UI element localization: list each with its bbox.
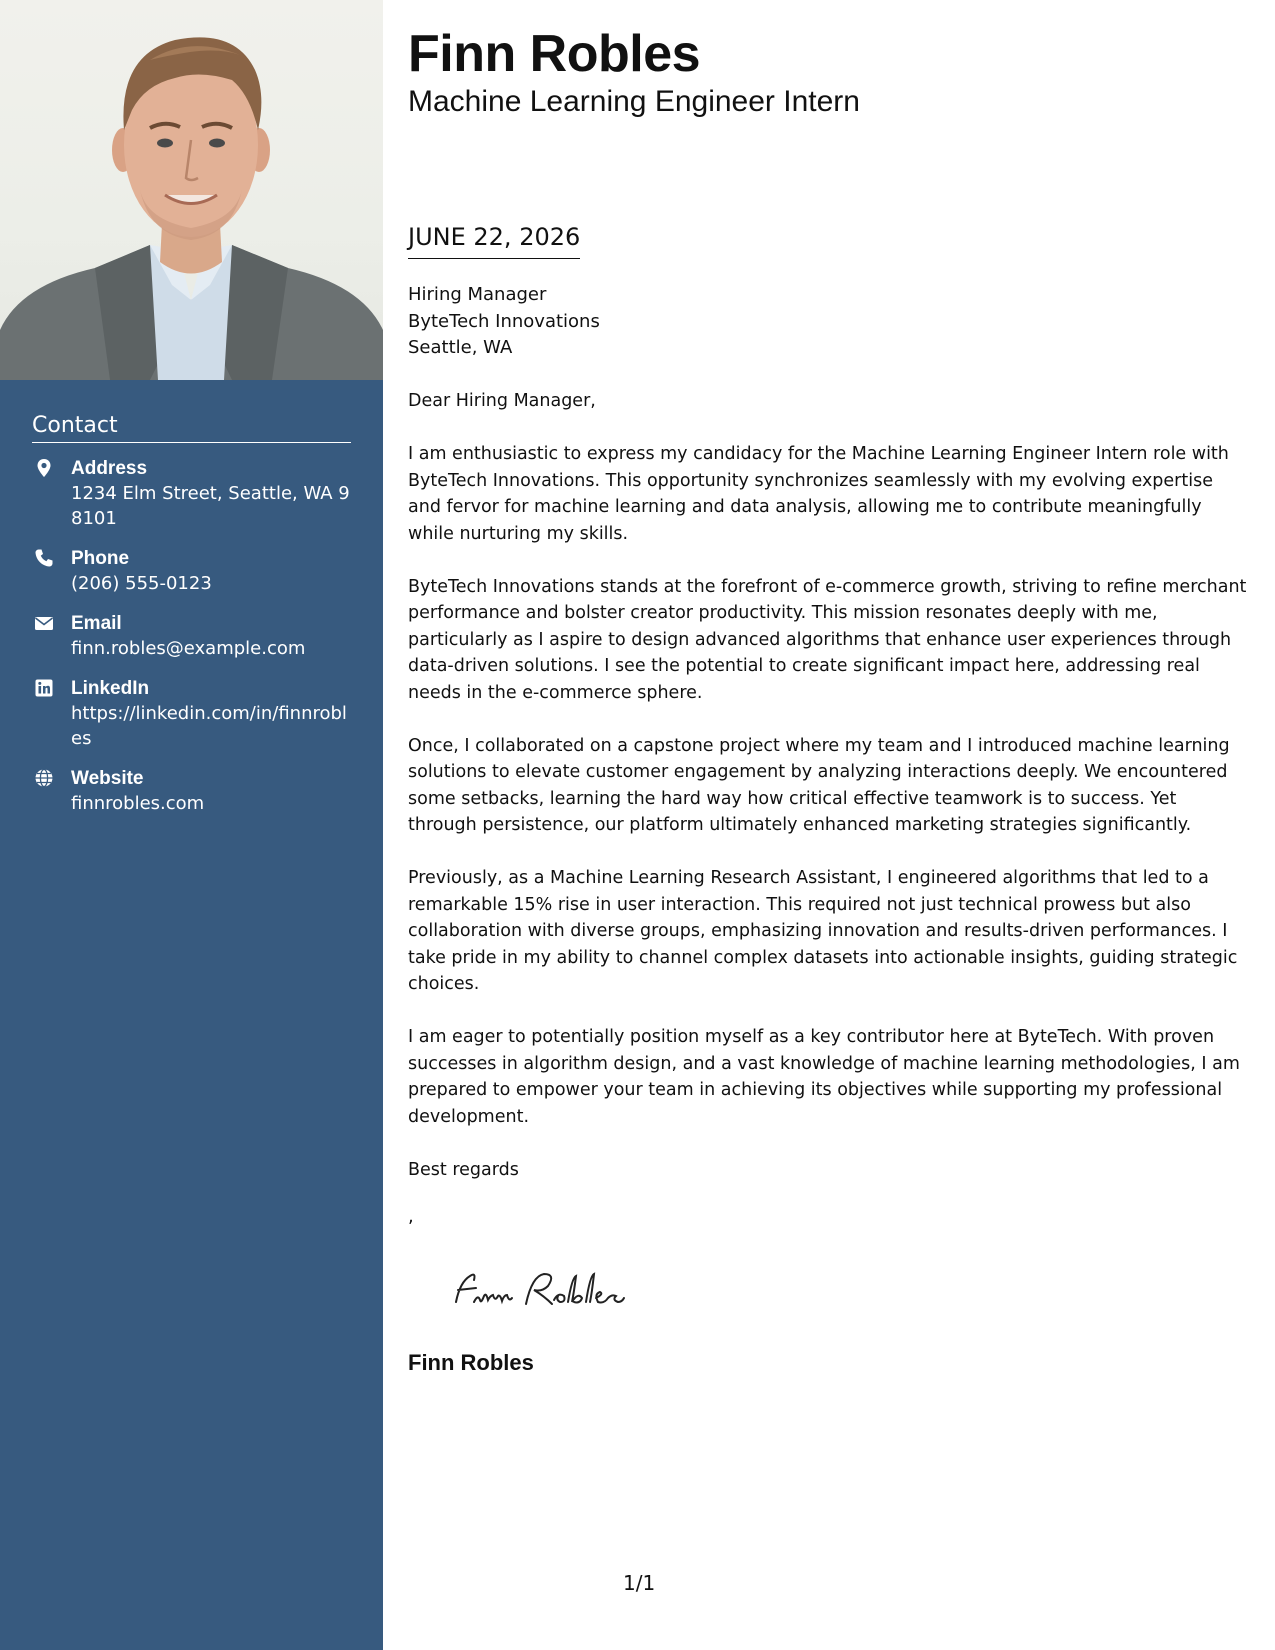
envelope-icon	[34, 613, 54, 633]
portrait-illustration	[0, 0, 383, 380]
recipient-block	[408, 282, 600, 362]
applicant-name: Finn Robles	[408, 25, 701, 83]
signer-name: Finn Robles	[408, 1350, 534, 1375]
closing: Best regards	[408, 1159, 519, 1180]
phone-value: (206) 555-0123	[71, 573, 212, 594]
sidebar	[0, 0, 383, 1650]
paragraph: Previously, as a Machine Learning Research Assistant, I engineered algorithms that led to a remarkable 15% rise in user interaction. This required not just technical prowess but also collaboration with diverse groups, emphasizing innovation and results-driven performances. I take pride in my ability to channel complex datasets into actionable insights, guiding strategic choices.	[408, 868, 1238, 994]
paragraph: I am enthusiastic to express my candidacy for the Machine Learning Engineer Intern role with ByteTech Innovations. This opportunity synchronizes seamlessly with my evolving expertise and fervor for machine learning and data analysis, allowing me to contribute meaningfully while nurturing my skills.	[408, 444, 1229, 544]
recipient-line: ByteTech Innovations	[408, 310, 600, 332]
website-value[interactable]: finnrobles.com	[71, 793, 205, 814]
map-pin-icon	[34, 458, 54, 478]
letter-date: JUNE 22, 2026	[408, 222, 580, 259]
paragraph: ByteTech Innovations stands at the forefront of e-commerce growth, striving to refine merchant performance and bolster creator productivity. This mission resonates deeply with me, particularly as I aspire to design advanced algorithms that enhance user experiences through data-driven solutions. I see the potential to create significant impact here, addressing real needs in the e-commerce sphere.	[408, 576, 1247, 703]
address-value: 1234 Elm Street, Seattle, WA 98101	[71, 483, 350, 529]
greeting: Dear Hiring Manager,	[408, 391, 596, 411]
paragraph: Once, I collaborated on a capstone project where my team and I introduced machine learning solutions to elevate customer engagement by analyzing interactions deeply. We encountered some setbacks, learning the hard way how critical effective teamwork is to success. Yet through persistence, our platform ultimately enhanced marketing strategies significantly.	[408, 735, 1230, 835]
contact-phone	[32, 546, 351, 596]
phone-label: Phone	[71, 548, 130, 569]
contact-address	[32, 456, 351, 531]
contact-heading: Contact	[32, 413, 351, 443]
page-number: 1/1	[623, 1571, 656, 1595]
job-title: Machine Learning Engineer Intern	[408, 85, 860, 118]
address-label: Address	[71, 458, 148, 479]
recipient-line: Seattle, WA	[408, 337, 513, 358]
contact-website	[32, 766, 351, 816]
linkedin-label: LinkedIn	[71, 678, 150, 699]
website-label: Website	[71, 768, 144, 789]
closing-comma: ,	[408, 1206, 414, 1227]
contact-email	[32, 611, 351, 661]
email-label: Email	[71, 613, 122, 634]
recipient-line: Hiring Manager	[408, 284, 547, 305]
globe-icon	[34, 768, 54, 788]
contact-linkedin	[32, 676, 351, 751]
email-value[interactable]: finn.robles@example.com	[71, 638, 306, 659]
linkedin-value[interactable]: https://linkedin.com/in/finnrobles	[71, 703, 347, 749]
paragraph: I am eager to potentially position myself as a key contributor here at ByteTech. With proven successes in algorithm design, and a vast knowledge of machine learning methodologies, I am prepared to empower your team in achieving its objectives while supporting my professional development.	[408, 1027, 1240, 1127]
phone-icon	[34, 548, 54, 568]
contact-section	[32, 413, 351, 831]
letter-body	[408, 388, 1248, 1210]
linkedin-icon	[34, 678, 54, 698]
handwritten-signature	[448, 1262, 648, 1322]
profile-photo	[0, 0, 383, 380]
